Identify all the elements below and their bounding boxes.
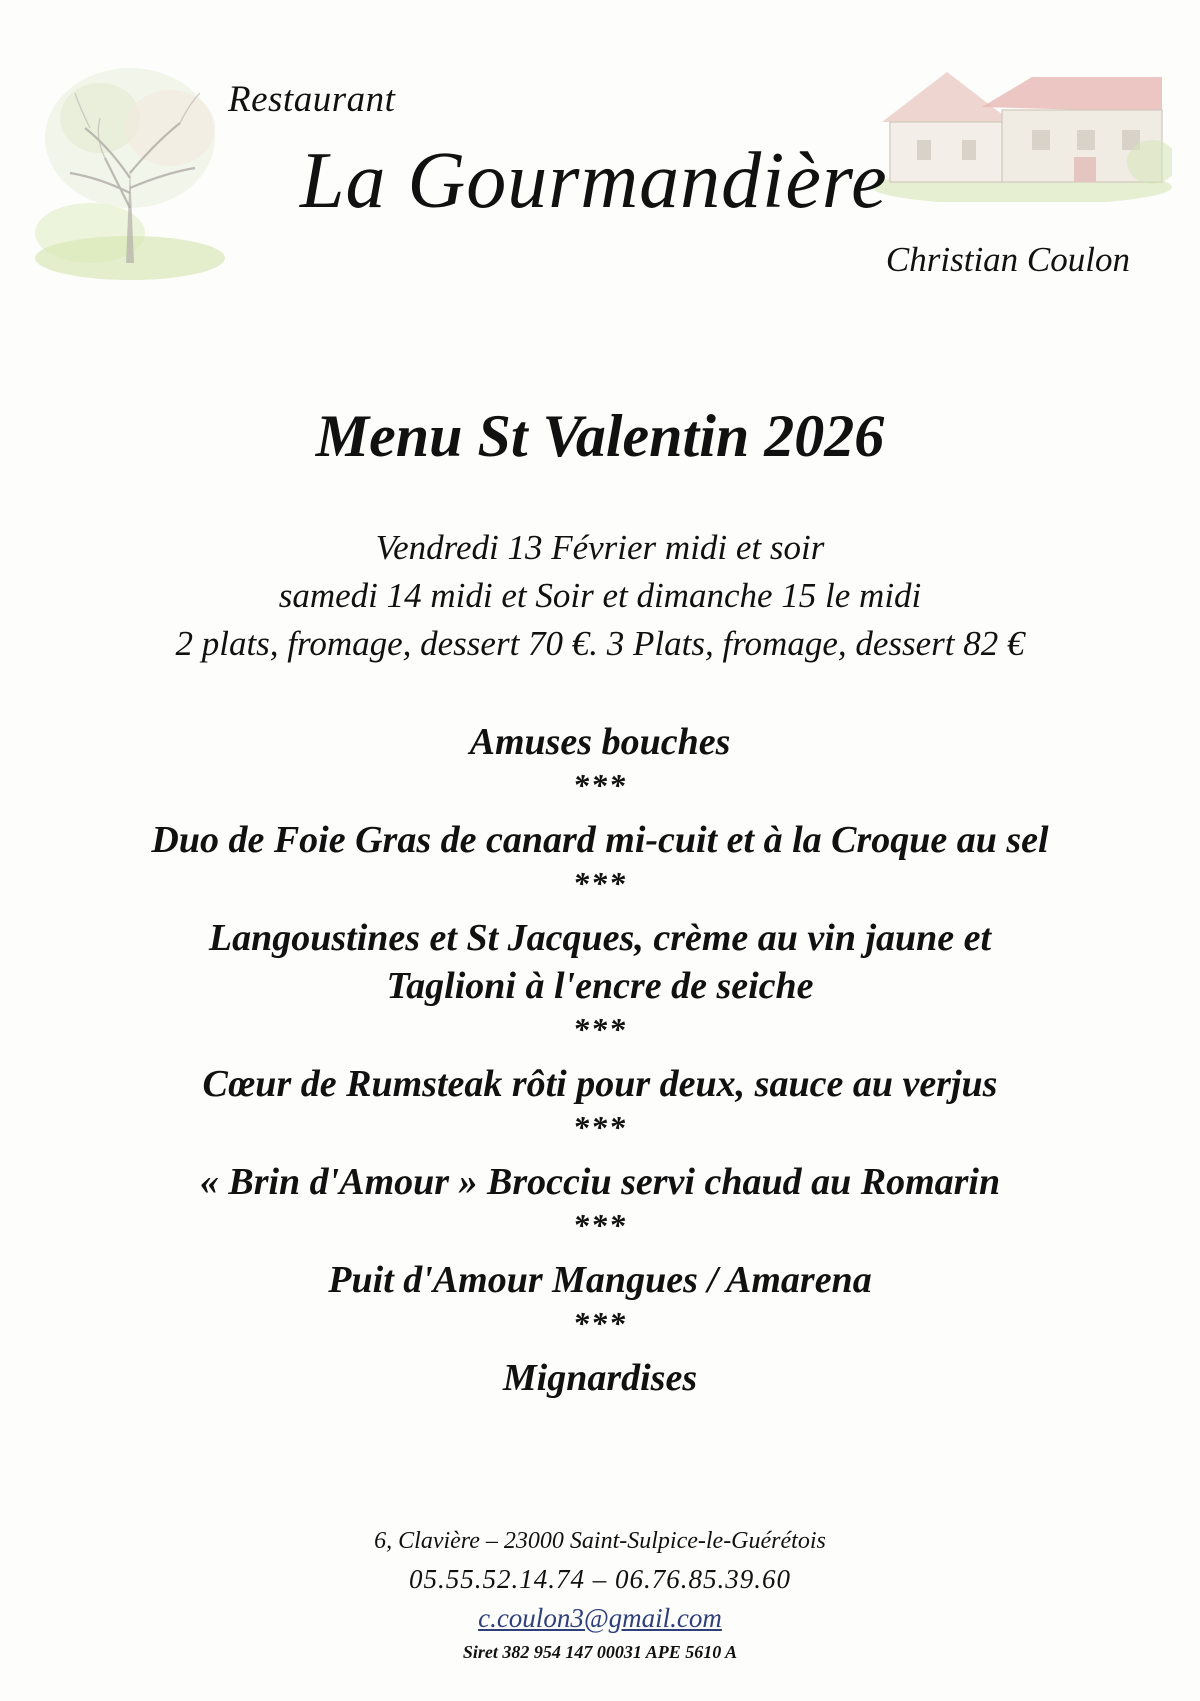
separator: *** — [573, 1305, 627, 1341]
restaurant-name: La Gourmandière — [300, 137, 888, 225]
course-foie-gras: Duo de Foie Gras de canard mi-cuit et à la Croque au sel — [151, 819, 1049, 861]
watercolor-tree-icon — [30, 48, 230, 288]
dates-line: Vendredi 13 Février midi et soir — [375, 528, 825, 567]
footer — [0, 1523, 1200, 1667]
watercolor-farmhouse-icon — [862, 52, 1172, 202]
chef-name: Christian Coulon — [885, 240, 1130, 279]
separator: *** — [573, 1109, 627, 1145]
courses-list — [0, 718, 1200, 1402]
dates-block — [0, 524, 1200, 668]
menu-title: Menu St Valentin 2026 — [315, 403, 885, 469]
separator: *** — [573, 767, 627, 803]
address: 6, Clavière – 23000 Saint-Sulpice-le-Guérétois — [374, 1528, 826, 1554]
phone-numbers: 05.55.52.14.74 – 06.76.85.39.60 — [409, 1564, 791, 1594]
course-brocciu: « Brin d'Amour » Brocciu servi chaud au Romarin — [199, 1161, 1001, 1203]
price-line: 2 plats, fromage, dessert 70 €. 3 Plats, fromage, dessert 82 € — [175, 624, 1025, 663]
course-rumsteak: Cœur de Rumsteak rôti pour deux, sauce au verjus — [202, 1063, 998, 1105]
course-langoustines: Langoustines et St Jacques, crème au vin jaune et — [208, 917, 992, 959]
separator: *** — [573, 1207, 627, 1243]
siret-info: Siret 382 954 147 00031 APE 5610 A — [462, 1642, 738, 1662]
course-mignardises: Mignardises — [502, 1357, 698, 1399]
separator: *** — [573, 1011, 627, 1047]
separator: *** — [573, 865, 627, 901]
restaurant-label: Restaurant — [228, 79, 396, 120]
course-dessert: Puit d'Amour Mangues / Amarena — [328, 1259, 872, 1301]
course-amuse-bouche: Amuses bouches — [469, 721, 731, 763]
dates-line: samedi 14 midi et Soir et dimanche 15 le midi — [278, 576, 922, 615]
email-link[interactable]: c.coulon3@gmail.com — [478, 1603, 722, 1633]
course-langoustines-cont: Taglioni à l'encre de seiche — [386, 965, 814, 1007]
